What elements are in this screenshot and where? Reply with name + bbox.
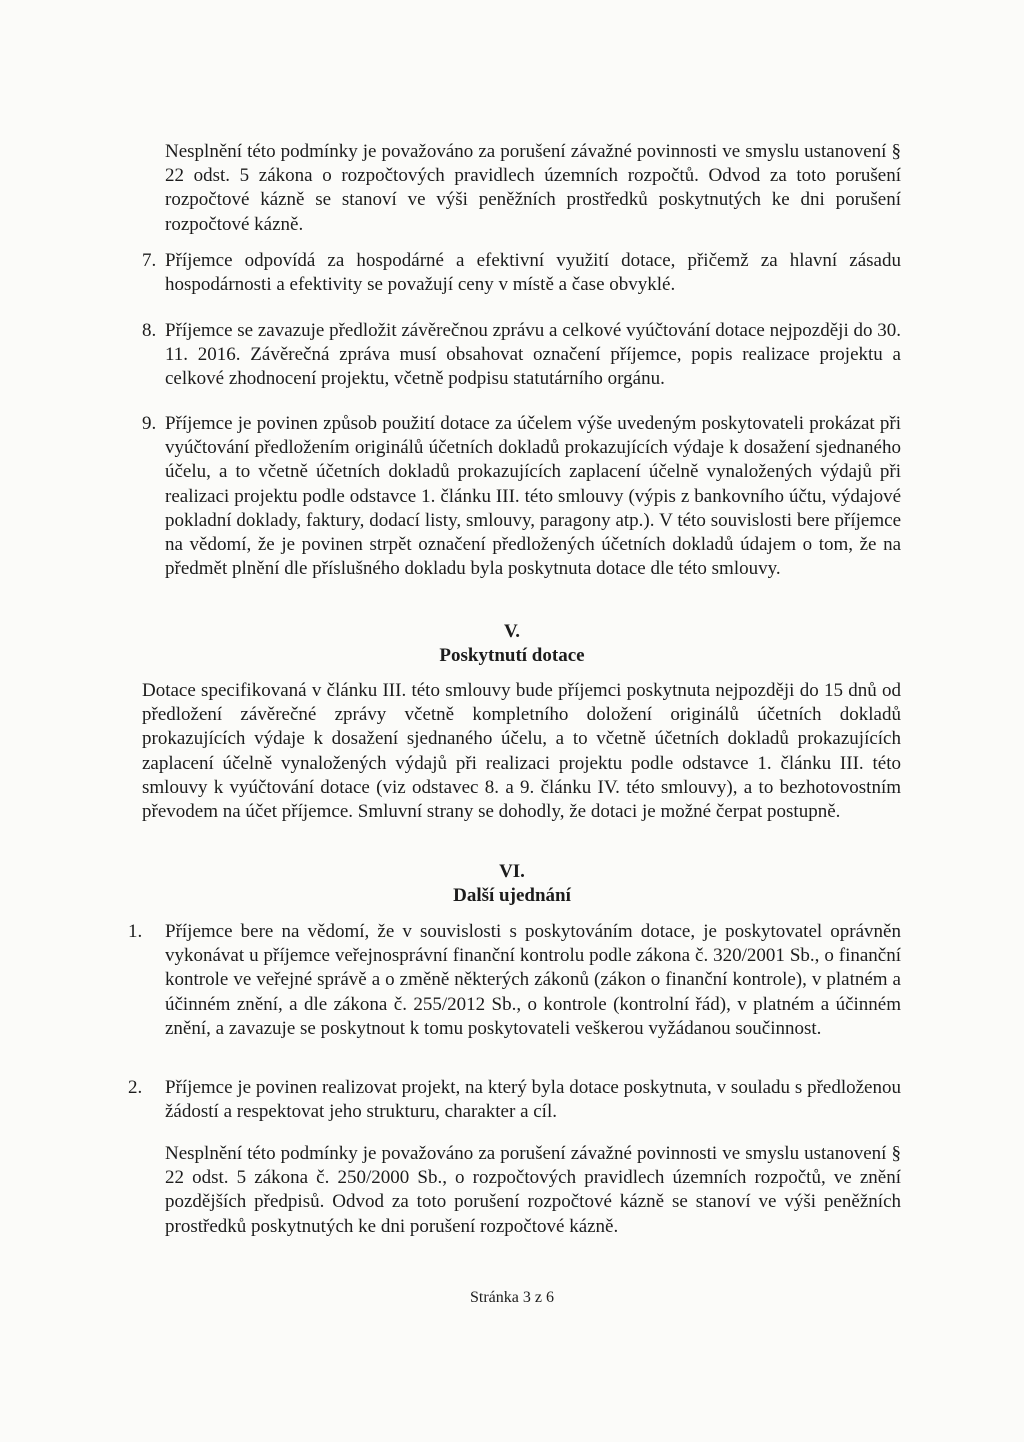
vi-item-2-text: Příjemce je povinen realizovat projekt, na který byla dotace poskytnuta, v souladu s předloženou žádostí a respektovat jeho strukturu, charakter a cíl. <box>165 1077 901 1123</box>
section-v-paragraph: Dotace specifikovaná v článku III. této smlouvy bude příjemci poskytnuta nejpozději do 15 dnů od předložení závěrečné zprávy včetně kompletního doložení originálů účetních dokladů prokazujících výdaje k dosažení sjednaného účelu, a to včetně účetních dokladů prokazujících zaplacení účelně vynaložených výdajů při realizaci projektu podle odstavce 1. článku III. této smlouvy k vyúčtování dotace (viz odstavec 8. a 9. článku IV. této smlouvy), a to bezhotovostním převodem na účet příjemce. Smluvní strany se dohodly, že dotaci je možné čerpat postupně. <box>142 680 901 823</box>
item-9-text: Příjemce je povinen způsob použití dotace za účelem výše uvedeným poskytovateli prokázat při vyúčtování předložením originálů účetních dokladů prokazujících výdaje k dosažení sjednaného účelu, a to včetně účetních dokladů prokazujících zaplacení účelně vynaložených výdajů při realizaci projektu podle odstavce 1. článku III. této smlouvy (výpis z bankovního účtu, výdajové pokladní doklady, faktury, dodací listy, smlouvy, paragony atp.). V této souvislosti bere příjemce na vědomí, že je povinen strpět označení předložených účetních dokladů údajem o tom, že na předmět plnění dle příslušného dokladu byla poskytnuta dotace dle této smlouvy. <box>165 413 901 580</box>
item-8-text: Příjemce se zavazuje předložit závěrečnou zprávu a celkové vyúčtování dotace nejpozději do 30. 11. 2016. Závěrečná zpráva musí obsahovat označení příjemce, popis realizace projektu a celkové zhodnocení projektu, včetně podpisu statutárního orgánu. <box>165 320 901 390</box>
section-vi-number: VI. <box>499 861 525 882</box>
vi-closing-paragraph: Nesplnění této podmínky je považováno za porušení závažné povinnosti ve smyslu ustanovení § 22 odst. 5 zákona č. 250/2000 Sb., o rozpočtových pravidlech územních rozpočtů, ve znění pozdějších předpisů. Odvod za toto porušení rozpočtové kázně se stanoví ve výši peněžních prostředků poskytnutých ke dni porušení rozpočtové kázně. <box>165 1143 901 1237</box>
item-7-text: Příjemce odpovídá za hospodárné a efektivní využití dotace, přičemž za hlavní zásadu hospodárnosti a efektivity se považují ceny v místě a čase obvyklé. <box>165 250 901 296</box>
page-number-footer: Stránka 3 z 6 <box>470 1289 554 1306</box>
intro-paragraph: Nesplnění této podmínky je považováno za porušení závažné povinnosti ve smyslu ustanovení § 22 odst. 5 zákona o rozpočtových pravidlech územních rozpočtů. Odvod za toto porušení rozpočtové kázně se stanoví ve výši peněžních prostředků poskytnutých ke dni porušení rozpočtové kázně. <box>165 141 901 235</box>
item-7-number: 7. <box>142 250 157 271</box>
vi-item-2-number: 2. <box>128 1077 143 1098</box>
section-vi-title: Další ujednání <box>453 885 571 906</box>
item-8-number: 8. <box>142 320 157 341</box>
section-v-title: Poskytnutí dotace <box>439 645 585 666</box>
vi-item-1-text: Příjemce bere na vědomí, že v souvislosti s poskytováním dotace, je poskytovatel oprávněn vykonávat u příjemce veřejnosprávní finanční kontrolu podle zákona č. 320/2001 Sb., o finanční kontrole ve veřejné správě a o změně některých zákonů (zákon o finanční kontrole), v platném a účinném znění, a dle zákona č. 255/2012 Sb., o kontrole (kontrolní řád), v platném a účinném znění, a zavazuje se poskytnout k tomu poskytovateli veškerou vyžádanou součinnost. <box>165 921 901 1039</box>
section-v-number: V. <box>503 621 521 642</box>
item-9-number: 9. <box>142 413 157 434</box>
vi-item-1-number: 1. <box>128 921 143 942</box>
